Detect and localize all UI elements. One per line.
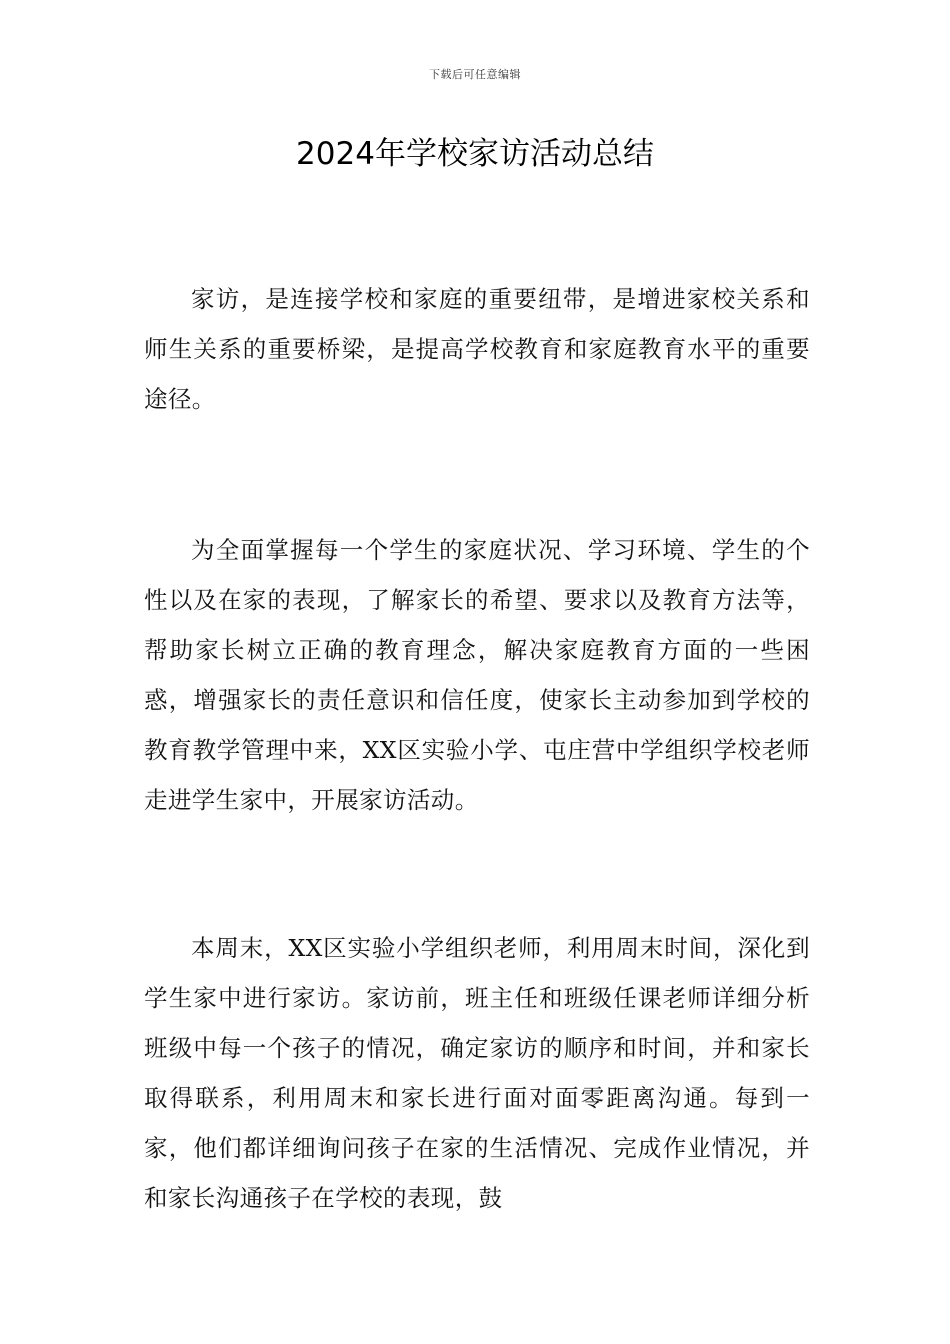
paragraph-2: 为全面掌握每一个学生的家庭状况、学习环境、学生的个性以及在家的表现，了解家长的希望、要求以及教育方法等，帮助家长树立正确的教育理念，解决家庭教育方面的一些困惑，增强家长的责任意识和信任度，使家长主动参加到学校的教育教学管理中来，XX区实验小学、屯庄营中学组织学校老师走进学生家中，开展家访活动。 (144, 536, 810, 814)
paragraph-3: 本周末，XX区实验小学组织老师，利用周末时间，深化到学生家中进行家访。家访前，班主任和班级任课老师详细分析班级中每一个孩子的情况，确定家访的顺序和时间，并和家长取得联系，利用周末和家长进行面对面零距离沟通。每到一家，他们都详细询问孩子在家的生活情况、完成作业情况，并和家长沟通孩子在学校的表现，鼓 (144, 934, 810, 1212)
header-note: 下载后可任意编辑 (429, 68, 521, 81)
document-title: 2024年学校家访活动总结 (296, 136, 654, 172)
paragraph-1: 家访，是连接学校和家庭的重要纽带，是增进家校关系和师生关系的重要桥梁，是提高学校教育和家庭教育水平的重要途径。 (144, 285, 810, 413)
